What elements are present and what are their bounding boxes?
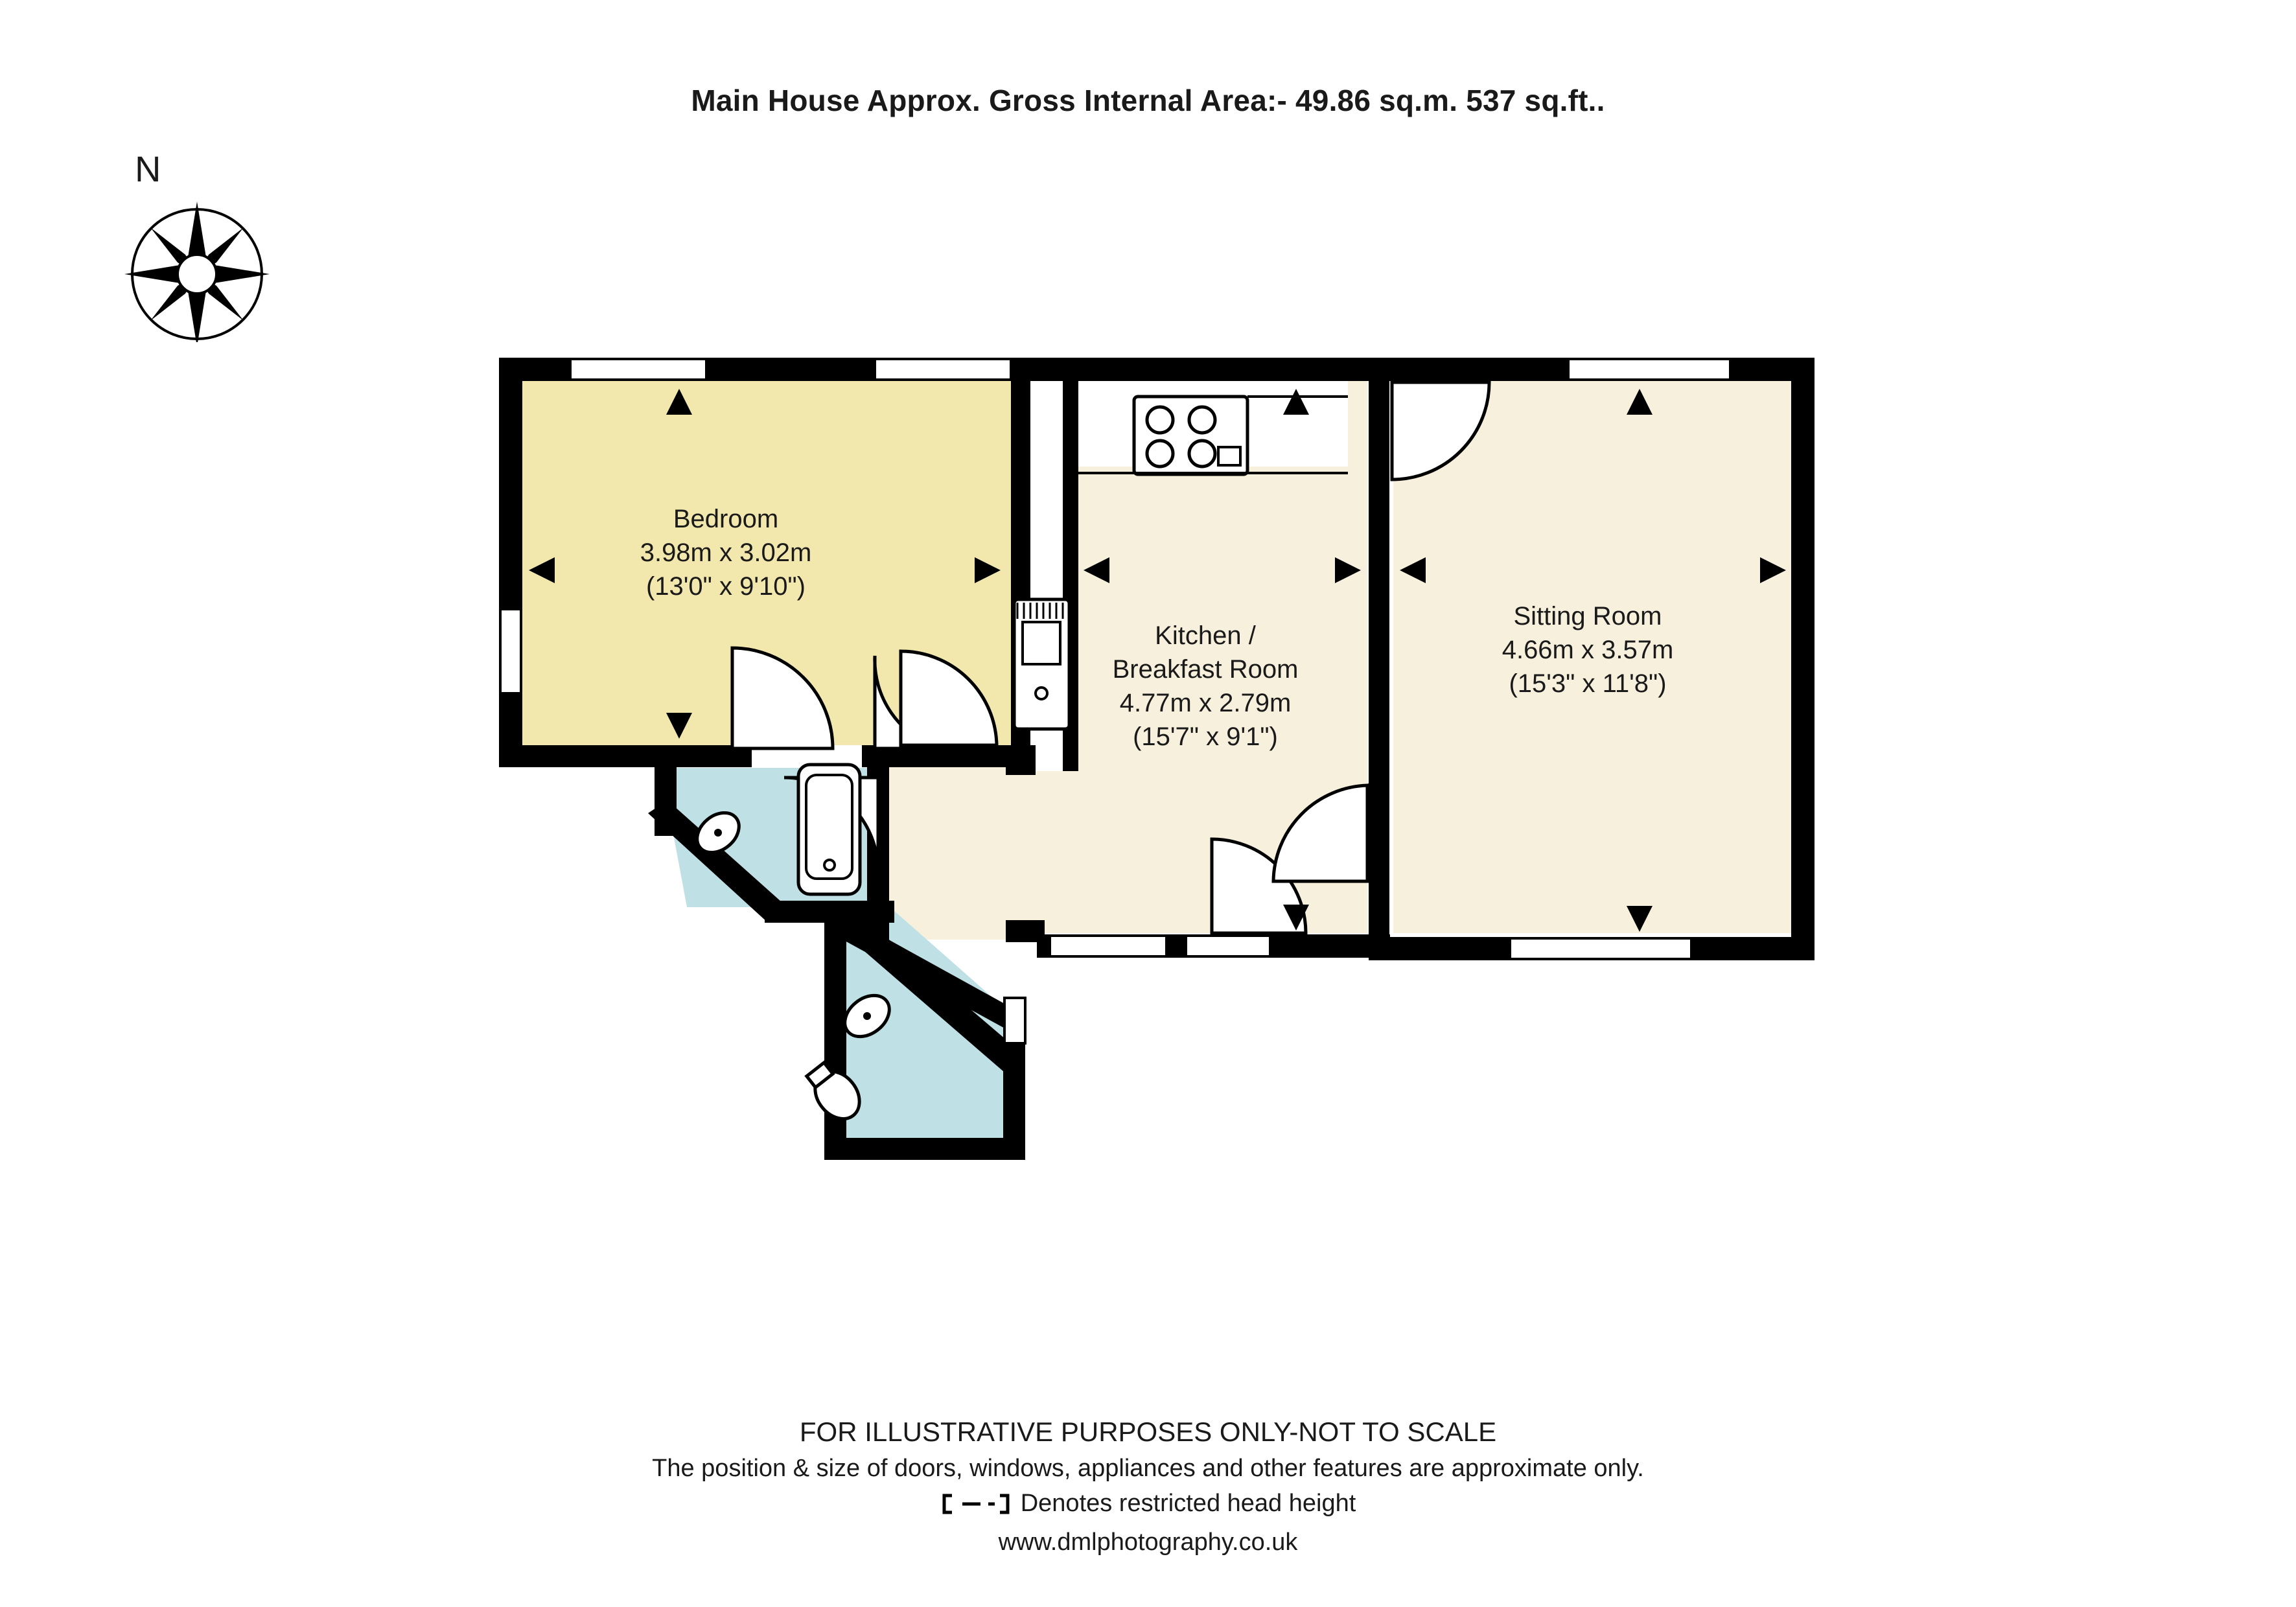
room-label-bedroom	[596, 502, 855, 603]
kitchen-metric: 4.77m x 2.79m	[1119, 689, 1292, 717]
window	[1510, 938, 1691, 959]
sink-icon	[1014, 599, 1069, 729]
window	[1050, 936, 1166, 956]
room-label-sitting-room	[1458, 599, 1717, 700]
room-label-kitchen	[1076, 619, 1335, 754]
sitting-room-imperial: (15'3" x 11'8")	[1509, 669, 1667, 698]
kitchen-name-line1: Kitchen /	[1155, 621, 1256, 650]
footer-line-1: FOR ILLUSTRATIVE PURPOSES ONLY-NOT TO SCALE	[799, 1416, 1497, 1447]
window	[1186, 936, 1270, 956]
window	[1004, 998, 1025, 1043]
bedroom-imperial: (13'0" x 9'10")	[645, 572, 806, 601]
window	[875, 359, 1011, 380]
inner-hall-fill	[888, 765, 1014, 940]
window	[500, 609, 521, 693]
page-title: Main House Approx. Gross Internal Area:- 49.86 sq.m. 537 sq.ft..	[691, 84, 1605, 117]
footer-line-3: Denotes restricted head height	[1020, 1489, 1356, 1517]
restricted-head-height-icon	[940, 1493, 1012, 1515]
compass-north-label: N	[135, 148, 161, 189]
footer-website: www.dmlphotography.co.uk	[998, 1528, 1298, 1556]
footer-line-3-wrap	[0, 1486, 2296, 1525]
window	[1568, 359, 1730, 380]
kitchen-name-line2: Breakfast Room	[1112, 655, 1299, 684]
bedroom-name: Bedroom	[673, 505, 779, 533]
window	[570, 359, 706, 380]
footer-notes	[0, 1413, 2296, 1560]
footer-line-2: The position & size of doors, windows, appliances and other features are approximate only.	[652, 1454, 1644, 1482]
sitting-room-metric: 4.66m x 3.57m	[1502, 636, 1674, 664]
sitting-room-name: Sitting Room	[1513, 602, 1662, 630]
bedroom-metric: 3.98m x 3.02m	[640, 538, 812, 567]
kitchen-imperial: (15'7" x 9'1")	[1133, 723, 1278, 751]
hob-icon	[1134, 397, 1247, 474]
bathtub-icon	[798, 765, 860, 894]
